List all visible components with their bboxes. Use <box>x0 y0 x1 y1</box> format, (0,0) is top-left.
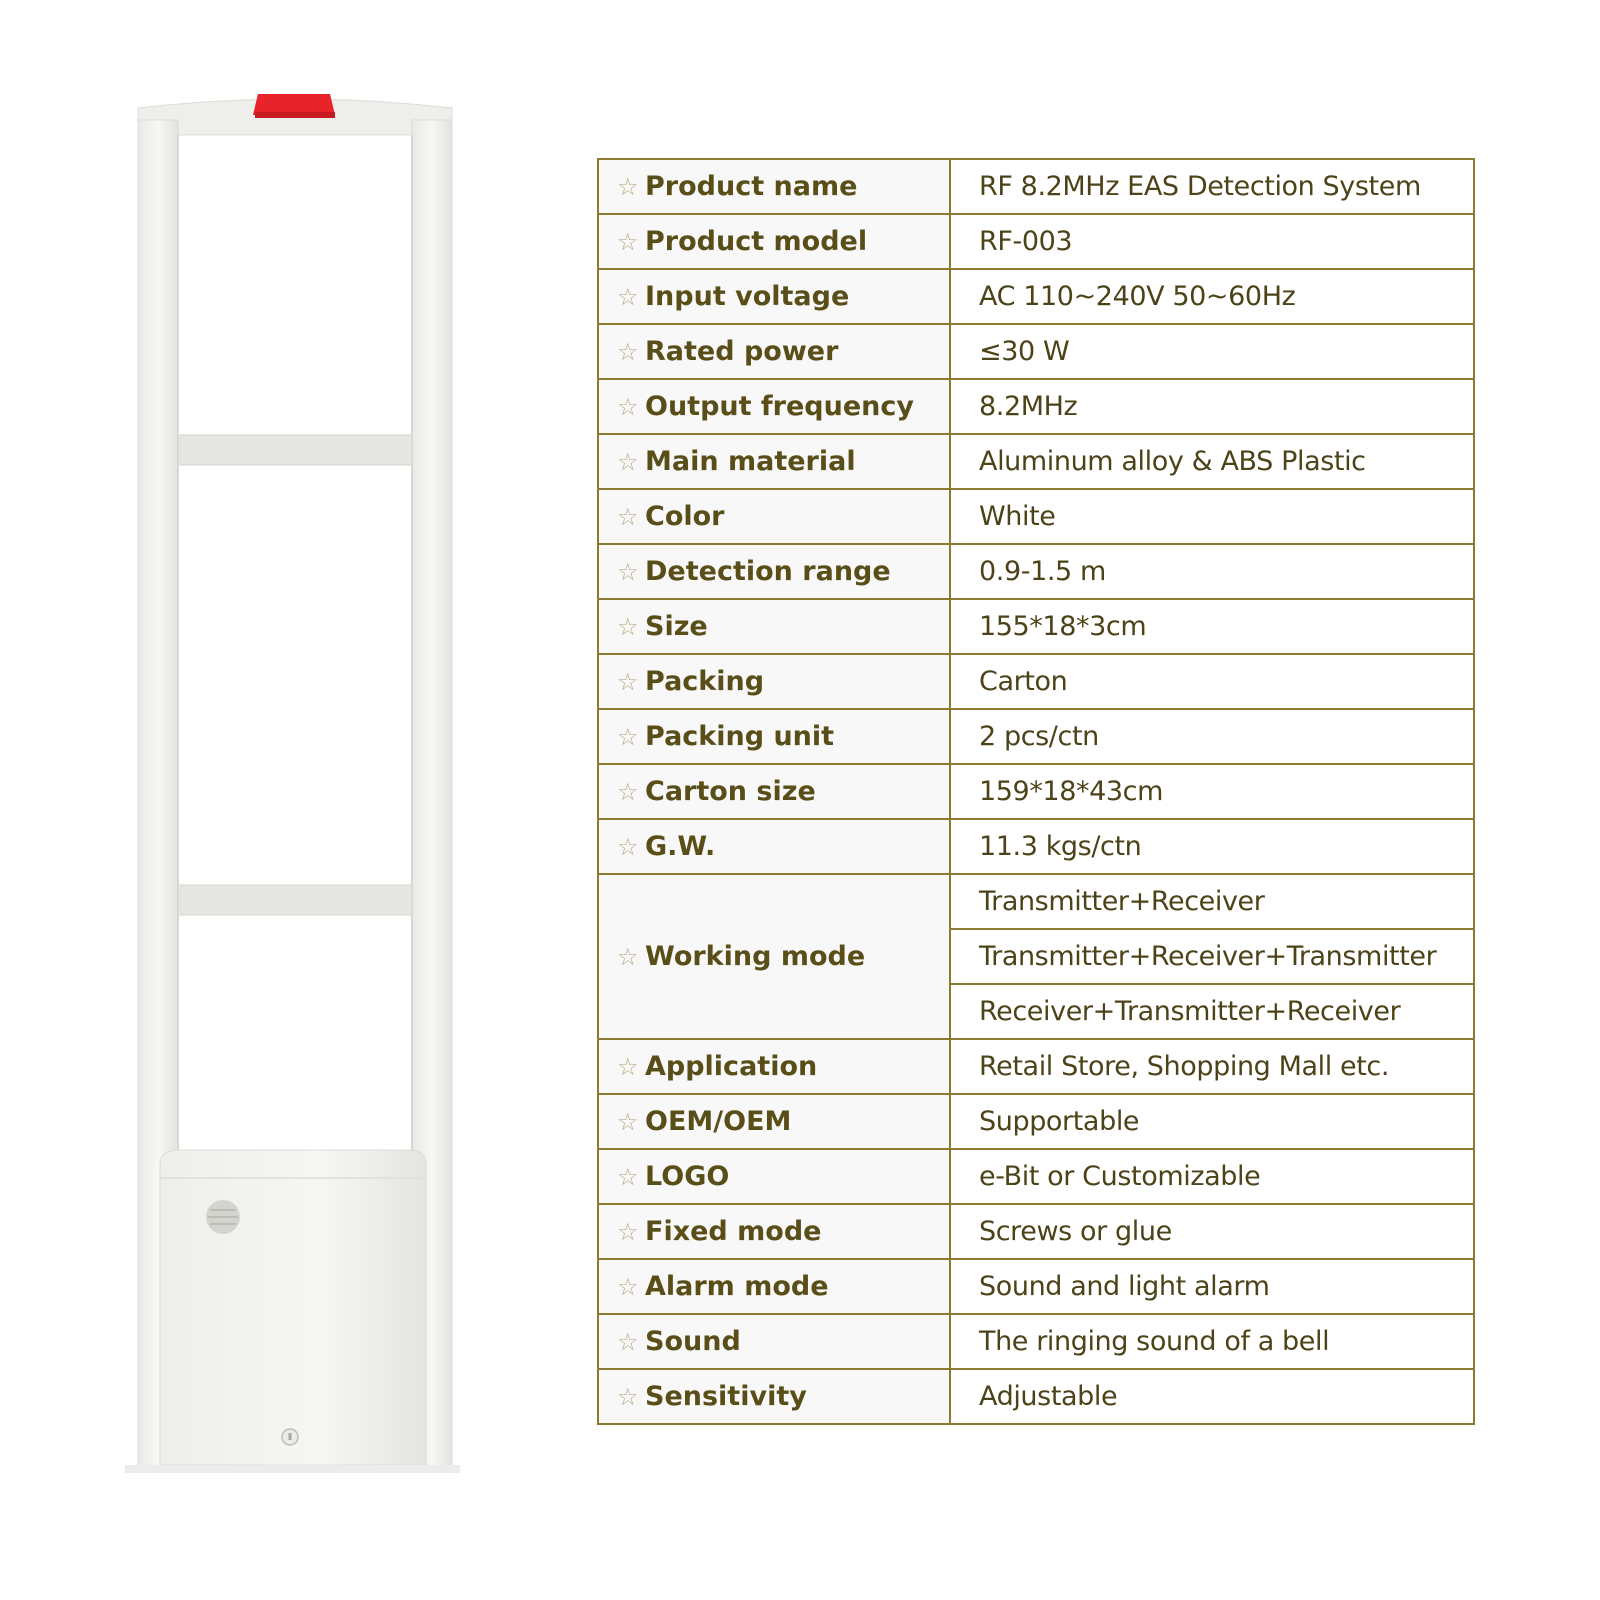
spec-value: Screws or glue <box>979 1216 1172 1247</box>
spec-value: The ringing sound of a bell <box>979 1326 1330 1357</box>
star-outline-icon: ☆ <box>617 778 639 806</box>
spec-name: Application <box>645 1051 818 1082</box>
spec-row <box>598 1039 1474 1094</box>
star-outline-icon: ☆ <box>617 283 639 311</box>
spec-name-cell <box>598 324 950 379</box>
spec-value-cell <box>950 1259 1474 1314</box>
spec-name-cell <box>598 1204 950 1259</box>
spec-value-cell <box>950 269 1474 324</box>
spec-name-cell <box>598 819 950 874</box>
spec-name: Rated power <box>645 336 839 367</box>
spec-value: 2 pcs/ctn <box>979 721 1099 752</box>
spec-value-cell <box>950 709 1474 764</box>
spec-value-cell <box>950 599 1474 654</box>
spec-row <box>598 1259 1474 1314</box>
spec-name-cell <box>598 1259 950 1314</box>
spec-row <box>598 654 1474 709</box>
spec-value-cell <box>950 324 1474 379</box>
spec-name-cell <box>598 379 950 434</box>
spec-name-cell <box>598 874 950 1039</box>
spec-table <box>597 158 1475 1425</box>
spec-value-cell <box>950 819 1474 874</box>
star-outline-icon: ☆ <box>617 1273 639 1301</box>
spec-name-cell <box>598 159 950 214</box>
star-outline-icon: ☆ <box>617 558 639 586</box>
spec-name-cell <box>598 599 950 654</box>
spec-value: RF 8.2MHz EAS Detection System <box>979 171 1421 202</box>
spec-name: Alarm mode <box>645 1271 829 1302</box>
star-outline-icon: ☆ <box>617 1383 639 1411</box>
star-outline-icon: ☆ <box>617 613 639 641</box>
spec-row <box>598 1369 1474 1424</box>
spec-name-cell <box>598 1149 950 1204</box>
alarm-light <box>253 94 335 115</box>
spec-value: Adjustable <box>979 1381 1118 1412</box>
spec-value-cell <box>950 379 1474 434</box>
spec-row <box>598 764 1474 819</box>
spec-name-cell <box>598 764 950 819</box>
speaker-grille <box>206 1200 240 1234</box>
star-outline-icon: ☆ <box>617 1163 639 1191</box>
star-outline-icon: ☆ <box>617 1053 639 1081</box>
spec-value: Supportable <box>979 1106 1140 1137</box>
spec-name: OEM/OEM <box>645 1106 792 1137</box>
spec-row <box>598 1314 1474 1369</box>
spec-name: Size <box>645 611 708 642</box>
spec-name: Output frequency <box>645 391 914 422</box>
star-outline-icon: ☆ <box>617 943 639 971</box>
spec-row <box>598 1149 1474 1204</box>
lock-icon <box>282 1429 298 1445</box>
spec-name-cell <box>598 709 950 764</box>
star-outline-icon: ☆ <box>617 338 639 366</box>
star-outline-icon: ☆ <box>617 503 639 531</box>
gate-crossbar-lower <box>180 885 412 915</box>
spec-name-cell <box>598 1039 950 1094</box>
spec-value: Transmitter+Receiver+Transmitter <box>979 941 1437 972</box>
spec-row <box>598 874 1474 929</box>
spec-name: Fixed mode <box>645 1216 822 1247</box>
spec-value: Sound and light alarm <box>979 1271 1270 1302</box>
spec-row <box>598 324 1474 379</box>
spec-value: White <box>979 501 1056 532</box>
spec-value: Retail Store, Shopping Mall etc. <box>979 1051 1390 1082</box>
spec-value-cell <box>950 489 1474 544</box>
spec-name-cell <box>598 214 950 269</box>
spec-value: Aluminum alloy & ABS Plastic <box>979 446 1366 477</box>
spec-name: Input voltage <box>645 281 850 312</box>
spec-value-cell <box>950 434 1474 489</box>
spec-value: 155*18*3cm <box>979 611 1147 642</box>
spec-name-cell <box>598 1314 950 1369</box>
spec-value-cell <box>950 654 1474 709</box>
spec-name: Product model <box>645 226 868 257</box>
spec-value-cell <box>950 874 1474 929</box>
spec-value: Receiver+Transmitter+Receiver <box>979 996 1401 1027</box>
spec-value: ≤30 W <box>979 336 1070 367</box>
spec-value-cell <box>950 764 1474 819</box>
spec-row <box>598 819 1474 874</box>
spec-name: LOGO <box>645 1161 730 1192</box>
spec-name-cell <box>598 269 950 324</box>
spec-name-cell <box>598 434 950 489</box>
spec-name: Sound <box>645 1326 741 1357</box>
spec-value: 0.9-1.5 m <box>979 556 1106 587</box>
star-outline-icon: ☆ <box>617 723 639 751</box>
star-outline-icon: ☆ <box>617 1218 639 1246</box>
spec-value: 8.2MHz <box>979 391 1078 422</box>
spec-value-cell <box>950 984 1474 1039</box>
spec-row <box>598 544 1474 599</box>
spec-row <box>598 1204 1474 1259</box>
spec-name: Sensitivity <box>645 1381 807 1412</box>
spec-value: 159*18*43cm <box>979 776 1163 807</box>
spec-value-cell <box>950 1094 1474 1149</box>
spec-name: Carton size <box>645 776 816 807</box>
star-outline-icon: ☆ <box>617 228 639 256</box>
star-outline-icon: ☆ <box>617 668 639 696</box>
spec-value-cell <box>950 1369 1474 1424</box>
star-outline-icon: ☆ <box>617 833 639 861</box>
spec-row <box>598 489 1474 544</box>
spec-name-cell <box>598 489 950 544</box>
spec-name-cell <box>598 1369 950 1424</box>
spec-name: Color <box>645 501 725 532</box>
spec-name: Packing unit <box>645 721 835 752</box>
spec-name: Detection range <box>645 556 891 587</box>
spec-value-cell <box>950 929 1474 984</box>
star-outline-icon: ☆ <box>617 1108 639 1136</box>
star-outline-icon: ☆ <box>617 173 639 201</box>
gate-crossbar-upper <box>180 435 412 465</box>
spec-name: Working mode <box>645 941 866 972</box>
spec-value-cell <box>950 214 1474 269</box>
spec-name-cell <box>598 1094 950 1149</box>
spec-value-cell <box>950 1149 1474 1204</box>
spec-value: e-Bit or Customizable <box>979 1161 1261 1192</box>
spec-name-cell <box>598 544 950 599</box>
spec-value-cell <box>950 1039 1474 1094</box>
spec-value-cell <box>950 1314 1474 1369</box>
star-outline-icon: ☆ <box>617 393 639 421</box>
spec-value-cell <box>950 1204 1474 1259</box>
spec-row <box>598 709 1474 764</box>
spec-value: Transmitter+Receiver <box>979 886 1265 917</box>
spec-value: 11.3 kgs/ctn <box>979 831 1142 862</box>
spec-value: RF-003 <box>979 226 1073 257</box>
spec-row <box>598 379 1474 434</box>
star-outline-icon: ☆ <box>617 1328 639 1356</box>
star-outline-icon: ☆ <box>617 448 639 476</box>
spec-name: G.W. <box>645 831 716 862</box>
product-image-eas-gate <box>120 90 470 1520</box>
spec-row <box>598 1094 1474 1149</box>
gate-base-housing <box>160 1150 426 1465</box>
spec-row <box>598 159 1474 214</box>
spec-value-cell <box>950 544 1474 599</box>
spec-name: Packing <box>645 666 765 697</box>
spec-name: Product name <box>645 171 858 202</box>
spec-name: Main material <box>645 446 856 477</box>
spec-row <box>598 214 1474 269</box>
spec-row <box>598 599 1474 654</box>
spec-value: AC 110~240V 50~60Hz <box>979 281 1296 312</box>
spec-value: Carton <box>979 666 1068 697</box>
spec-value-cell <box>950 159 1474 214</box>
spec-row <box>598 434 1474 489</box>
spec-row <box>598 269 1474 324</box>
spec-name-cell <box>598 654 950 709</box>
